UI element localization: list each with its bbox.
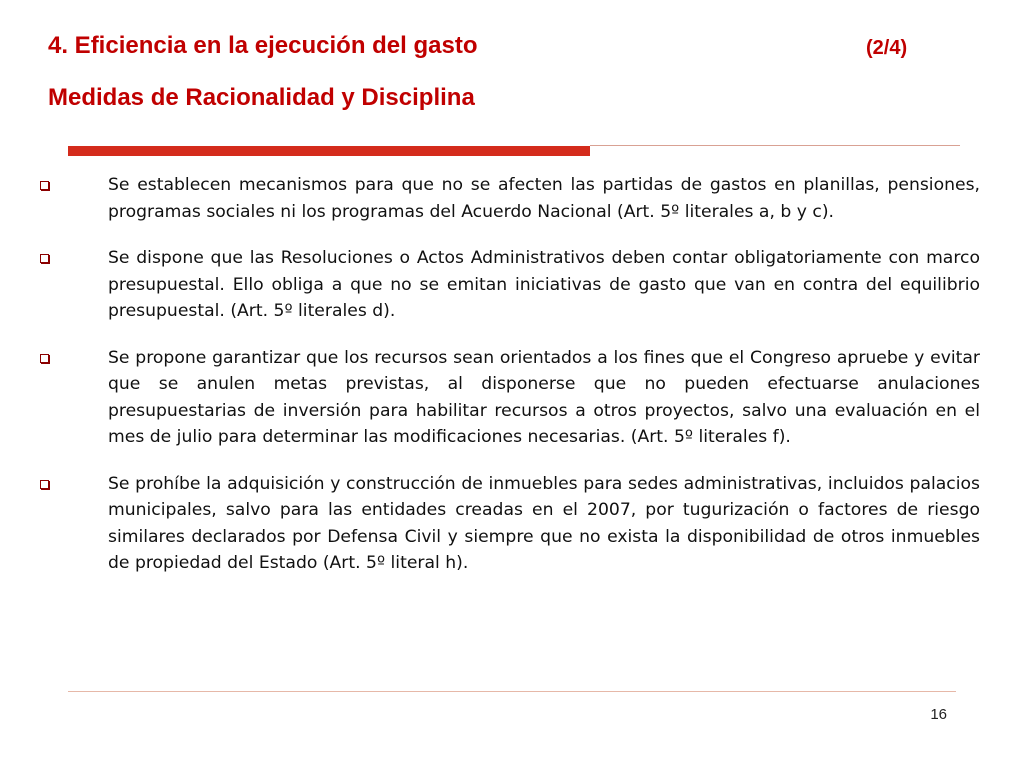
footer-rule xyxy=(68,691,956,692)
hollow-square-bullet-icon xyxy=(40,354,49,363)
slide-subtitle: Medidas de Racionalidad y Disciplina xyxy=(48,84,475,111)
slide-title: 4. Eficiencia en la ejecución del gasto xyxy=(48,32,478,59)
hollow-square-bullet-icon xyxy=(40,181,49,190)
hollow-square-bullet-icon xyxy=(40,480,49,489)
bullet-item xyxy=(40,245,980,325)
slide-counter: (2/4) xyxy=(866,37,908,59)
hollow-square-bullet-icon xyxy=(40,254,49,263)
title-rule-thin xyxy=(590,145,960,146)
bullet-text: Se propone garantizar que los recursos sean orientados a los fines que el Congreso apruebe y evitar que se anulen metas previstas, al disponerse que no pueden efectuarse anulaciones presupuestarias de inversión para habilitar recursos a otros proyectos, salvo una evaluación en el mes de julio para determinar las modificaciones necesarias. (Art. 5º literales f). xyxy=(108,347,980,447)
bullet-text: Se dispone que las Resoluciones o Actos Administrativos deben contar obligatoriamente con marco presupuestal. Ello obliga a que no se emitan iniciativas de gasto que van en contra del equilibrio presupuestal. (Art. 5º literales d). xyxy=(108,248,980,321)
bullet-text: Se prohíbe la adquisición y construcción de inmuebles para sedes administrativas, incluidos palacios municipales, salvo para las entidades creadas en el 2007, por tugurización o factores de riesgo similares declarados por Defensa Civil y siempre que no exista la disponibilidad de otros inmuebles de propiedad del Estado (Art. 5º literal h). xyxy=(108,473,980,573)
bullet-text: Se establecen mecanismos para que no se afecten las partidas de gastos en planillas, pensiones, programas sociales ni los programas del Acuerdo Nacional (Art. 5º literales a, b y c). xyxy=(108,175,980,222)
bullet-list xyxy=(40,172,980,597)
bullet-item xyxy=(40,172,980,225)
bullet-item xyxy=(40,345,980,451)
page-number: 16 xyxy=(930,706,947,723)
bullet-item xyxy=(40,471,980,577)
title-rule-thick xyxy=(68,146,590,156)
